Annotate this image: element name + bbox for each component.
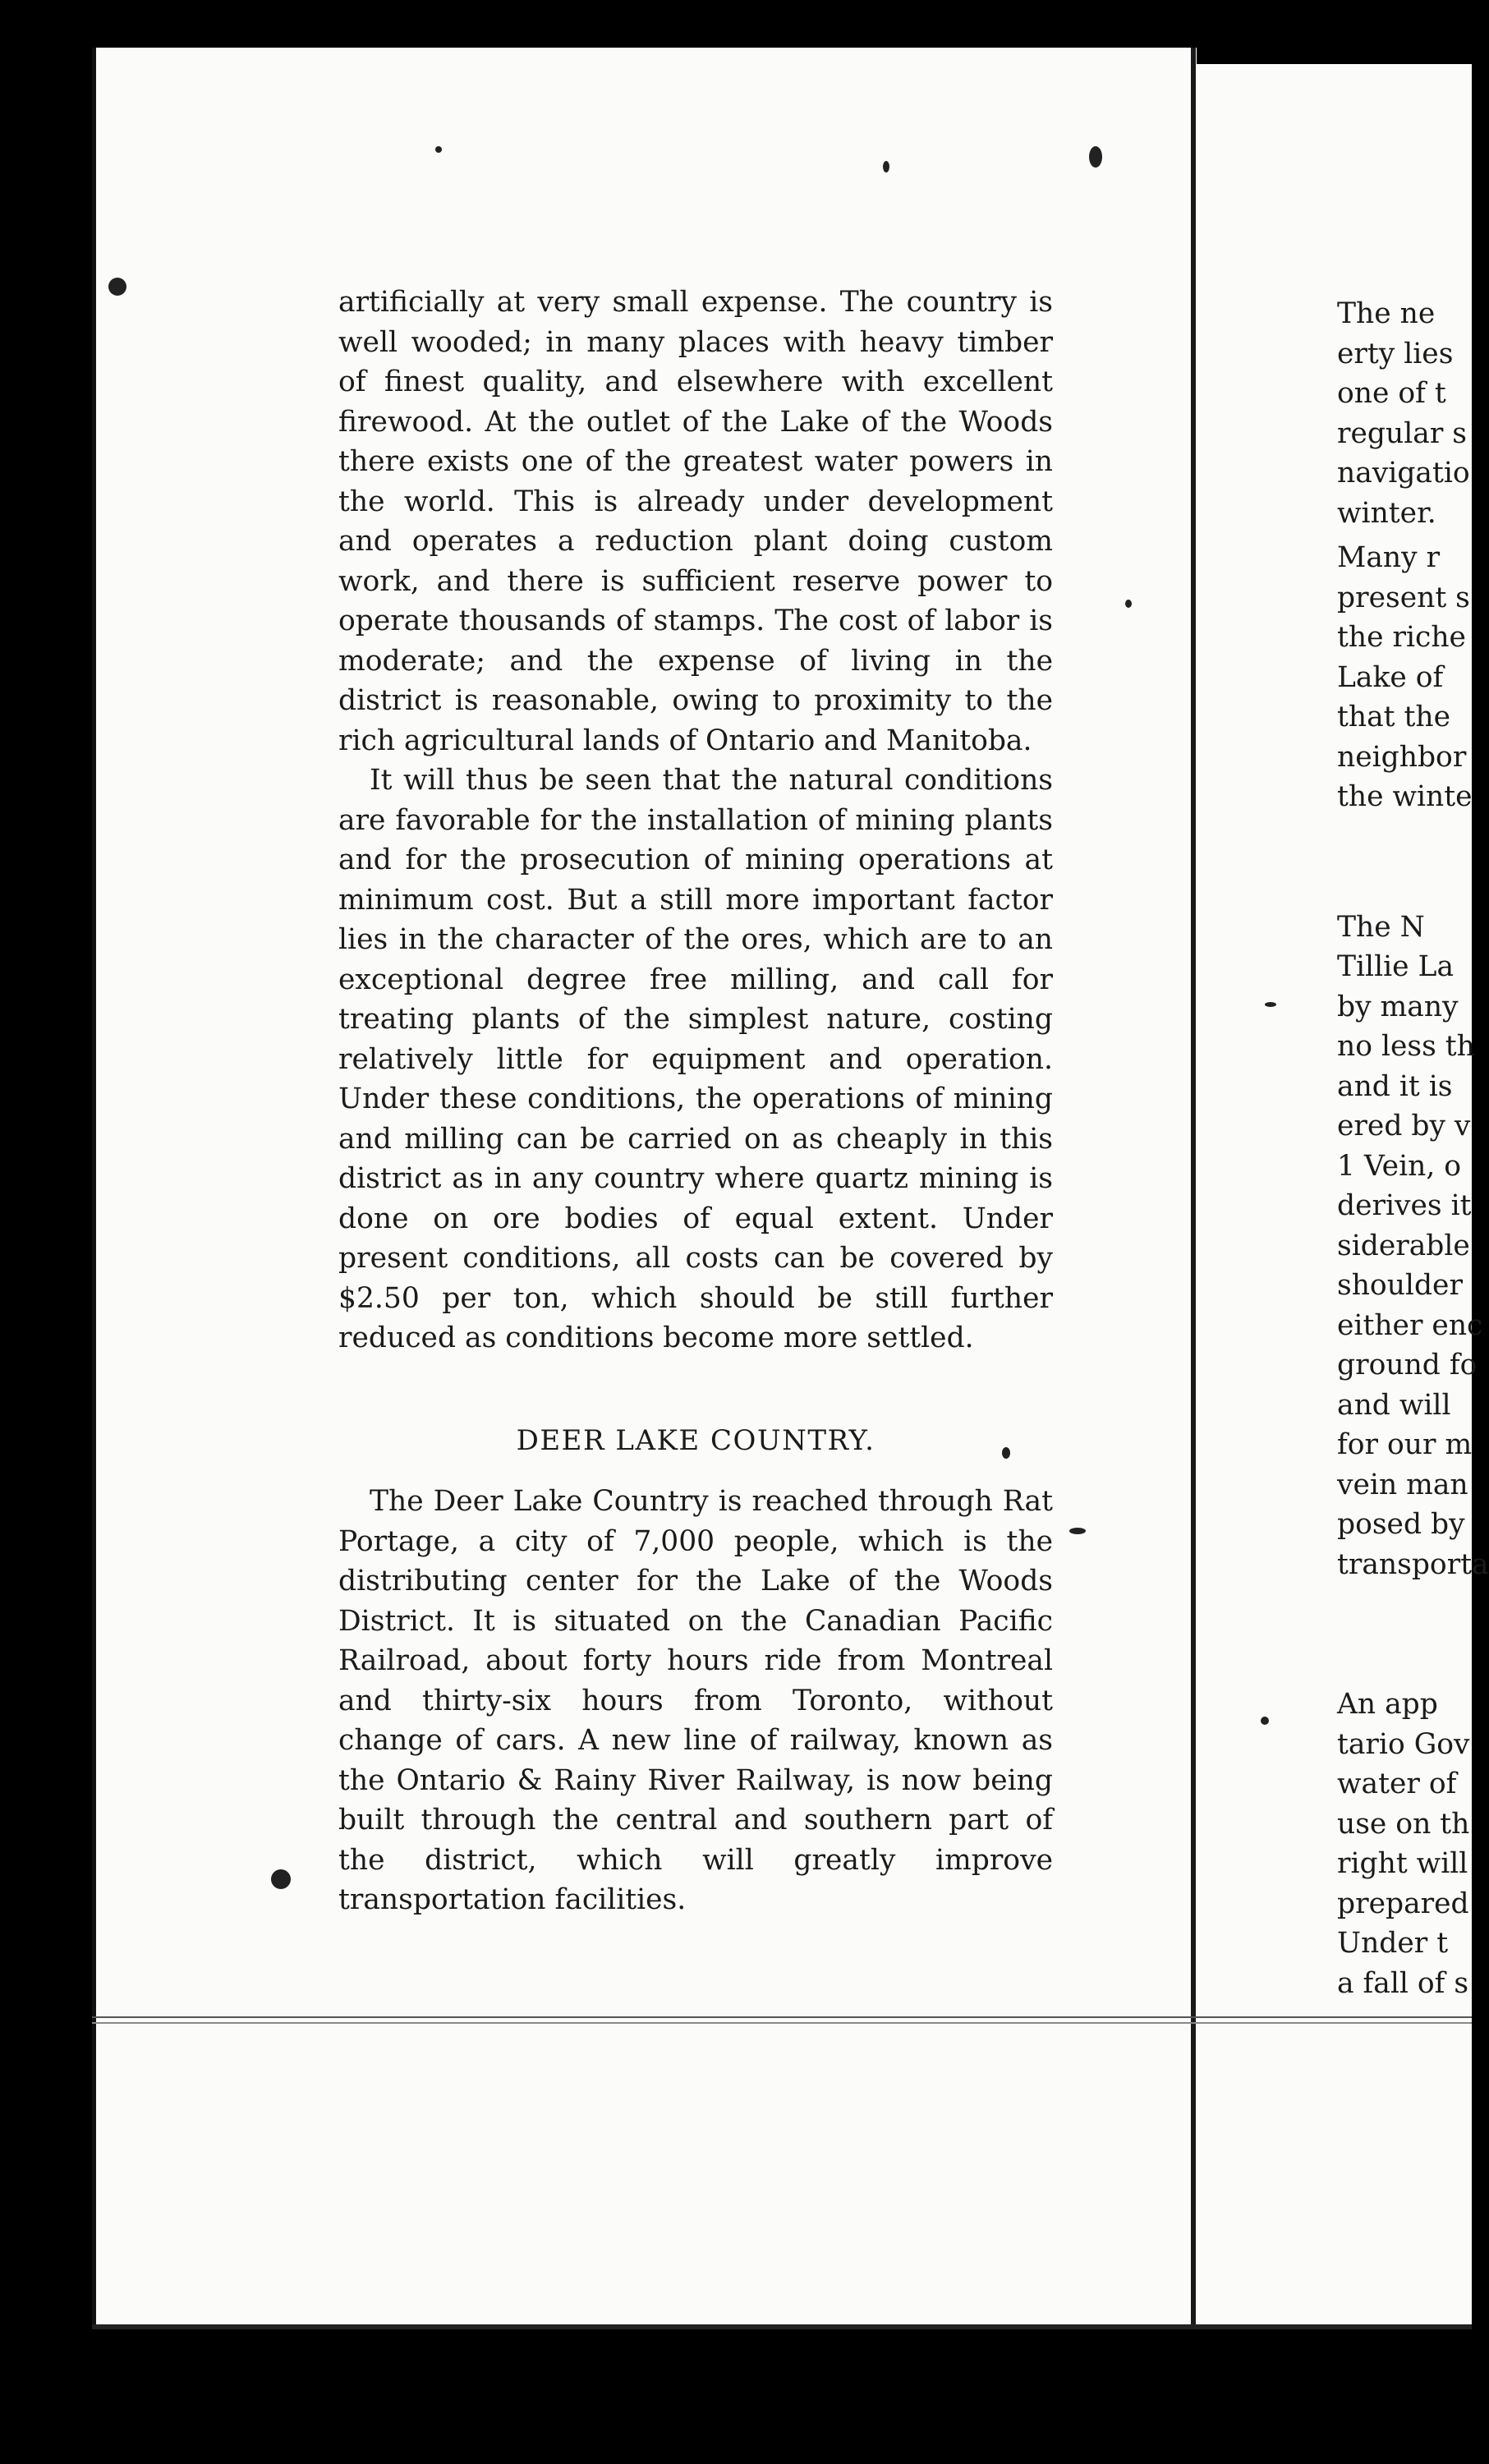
right-line: water of [1337,1768,1457,1800]
right-line: posed by [1337,1508,1465,1541]
right-line: neighbor [1337,740,1467,774]
right-line: The ne [1337,297,1436,330]
right-line: Under t [1337,1927,1449,1960]
right-line: and it is [1337,1069,1453,1103]
right-line: use on th [1337,1807,1470,1841]
right-line: by many [1337,990,1459,1023]
right-line: that the [1337,701,1450,733]
scan-speck [883,161,889,172]
right-line: Tillie La [1337,950,1455,983]
right-block-3 [1337,908,1489,1585]
right-block-2 [1337,538,1472,817]
scan-speck [108,278,126,296]
right-line: An app [1337,1688,1438,1721]
right-line: erty lies [1337,337,1454,370]
scan-speck [435,146,442,153]
right-block-4 [1337,1685,1472,2003]
right-line: vein man [1337,1468,1468,1501]
right-line: regular s [1337,416,1467,450]
right-line: Many r [1337,541,1441,574]
right-line: prepared [1337,1887,1469,1920]
scan-speck [1265,1002,1276,1007]
scan-speck [1002,1447,1010,1459]
right-block-1 [1337,294,1472,533]
paragraph-3: The Deer Lake Country is reached through Rat Portage, a city of 7,000 people, which is the distributing center for the Lake of the Woods District. It is situated on the Canadian Pacific Railroad, about forty hours ride from Montreal and thirty-six hours from Toronto, without change of cars. A new line of railway, known as the Ontario & Rainy River Railway, is now being built through the central and southern part of the district, which will greatly improve transportation facilities. [338,1485,1053,1916]
scan-speck [1261,1717,1269,1725]
bottom-rule [92,2016,1472,2024]
right-line: transporta [1337,1547,1489,1581]
right-line: winter. [1337,496,1436,530]
left-text-column [338,283,1053,1920]
right-line: present s [1337,581,1470,614]
scan-speck [1125,600,1132,608]
bottom-frame [92,2324,1472,2329]
right-line: right will [1337,1847,1468,1880]
right-line: navigatio [1337,457,1470,490]
right-line: one of t [1337,377,1446,410]
scan-speck [1069,1528,1086,1534]
right-text-column [1337,294,1489,2003]
right-line: siderable [1337,1229,1470,1262]
scan-speck [271,1869,291,1889]
right-line: either enc [1337,1308,1483,1342]
right-line: derives it [1337,1189,1472,1222]
right-line: Lake of [1337,660,1444,694]
right-line: no less th [1337,1030,1475,1063]
right-line: The N [1337,910,1425,944]
right-line: the riche [1337,621,1466,654]
right-line: 1 Vein, o [1337,1149,1462,1183]
right-line: ered by v [1337,1110,1471,1142]
right-line: for our m [1337,1428,1473,1461]
section-heading: DEER LAKE COUNTRY. [516,1423,875,1457]
right-line: the winte [1337,780,1473,813]
paragraph-1: artificially at very small expense. The country is well wooded; in many places with heavy timber of finest quality, and elsewhere with excellent firewood. At the outlet of the Lake of the Woods there exists one of the greatest water powers in the world. This is already under development and operates a reduction plant doing custom work, and there is sufficient reserve power to operate thousands of stamps. The cost of labor is moderate; and the expense of living in the district is reasonable, owing to proximity to the rich agricultural lands of Ontario and Manitoba. [338,286,1053,757]
paragraph-2: It will thus be seen that the natural conditions are favorable for the installation of mining plants and for the prosecution of mining operations at minimum cost. But a still more important factor lies in the character of the ores, which are to an exceptional degree free milling, and call for treating plants of the simplest nature, costing relatively little for equipment and operation. Under these conditions, the operations of mining and milling can be carried on as cheaply in this district as in any country where quartz mining is done on ore bodies of equal extent. Under present conditions, all costs can be covered by $2.50 per ton, which should be still further reduced as conditions become more settled. [338,764,1053,1354]
right-line: shoulder [1337,1269,1463,1302]
right-line: a fall of s [1337,1966,1469,2000]
right-line: ground fo [1337,1349,1478,1381]
scan-speck [1089,146,1102,168]
right-line: tario Gov [1337,1727,1470,1761]
right-line: and will [1337,1388,1451,1422]
